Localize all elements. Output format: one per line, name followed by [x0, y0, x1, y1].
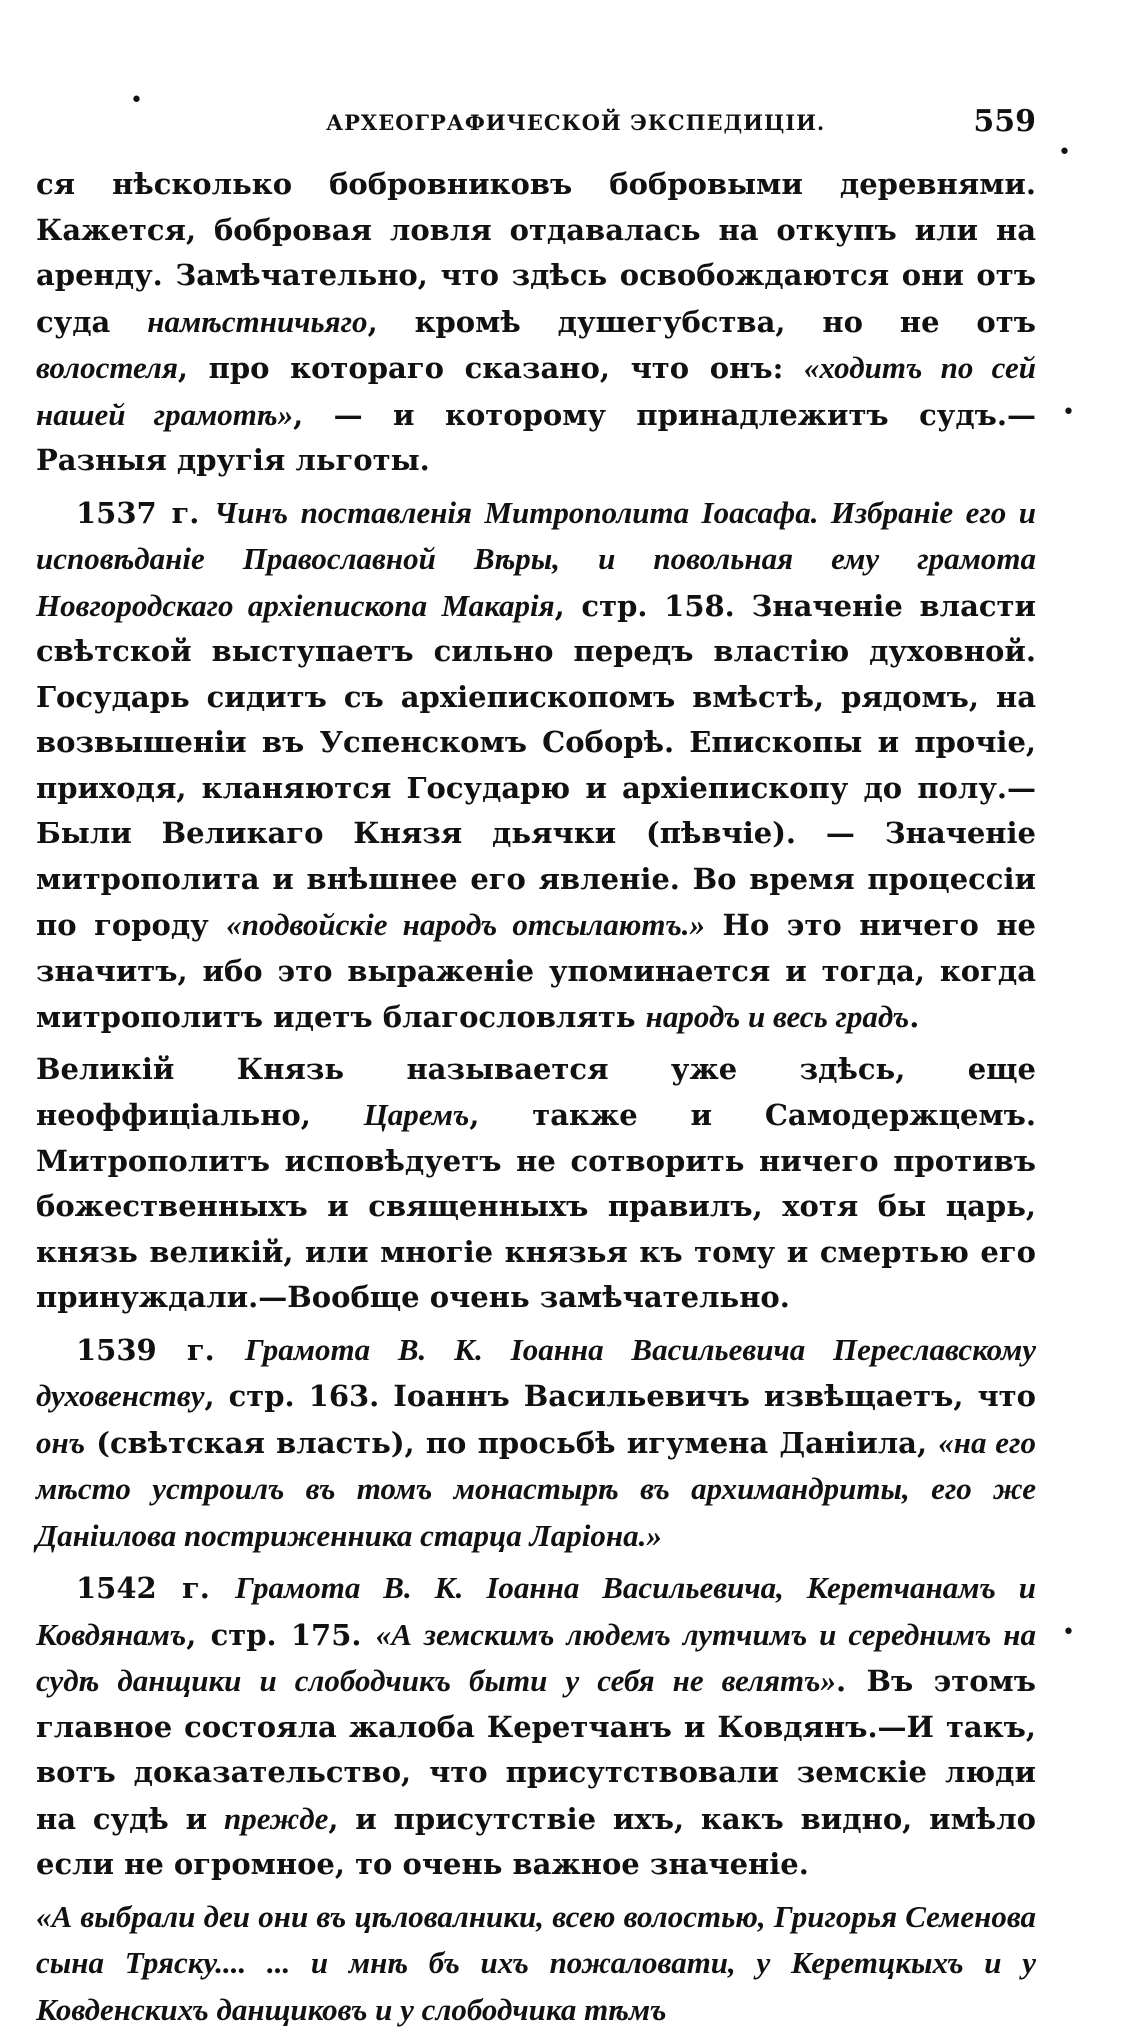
- italic-segment: «на его мѣсто устроилъ въ томъ монастырѣ въ архимандриты, его же Даніилова постриженника старца Ларіона.»: [36, 1424, 1037, 1553]
- text-segment: , — и которому принадлежитъ судъ.—Разныя другія льготы.: [36, 397, 1036, 477]
- text-segment: , также и Самодержцемъ. Митрополитъ исповѣдуетъ не сотворить ничего противъ божественныхъ и священныхъ правилъ, хотя бы царь, князь великій, или многіе князья къ тому и смертью его принуждали.—Вообще очень замѣчательно.: [36, 1098, 1036, 1314]
- text-segment: .: [909, 1000, 920, 1034]
- italic-segment: «ходитъ по сей нашей грамотѣ»: [36, 350, 1036, 432]
- italic-segment: «подвойскіе народъ отсылаютъ.»: [226, 907, 706, 942]
- text-segment: , про котораго сказано, что онъ:: [177, 351, 804, 385]
- italic-segment: «А земскимъ людемъ лутчимъ и середнимъ на судѣ данщики и слободчикъ быти у себя не велятъ»: [36, 1616, 1036, 1698]
- margin-speck: •: [1062, 1620, 1075, 1645]
- margin-speck: •: [1062, 400, 1075, 425]
- text-segment: . Въ этомъ главное состояла жалоба Керетчанъ и Ковдянъ.—И такъ, вотъ доказательство, что присутствовали земскіе люди на судѣ и: [36, 1664, 1036, 1836]
- text-segment: , и присутствіе ихъ, какъ видно, имѣло если не огромное, то очень важное значеніе.: [36, 1801, 1036, 1881]
- text-segment: , стр. 163. Іоаннъ Васильевичъ извѣщаетъ, что: [204, 1379, 1036, 1413]
- text-segment: 1542 г.: [76, 1571, 236, 1605]
- text-segment: , стр. 158. Значеніе власти свѣтской выступаетъ сильно передъ властію духовной. Государь сидитъ съ архіепископомъ вмѣстѣ, рядомъ, на возвышеніи въ Успенскомъ Соборѣ. Епископы и прочіе, приходя, кланяются Государю и архіепископу до полу.—Были Великаго Князя дьячки (пѣвчіе). — Значеніе митрополита и внѣшнее его явленіе. Во время процессіи по городу: [36, 588, 1036, 942]
- text-segment: , кромѣ душегубства, но не отъ: [367, 304, 1036, 339]
- italic-segment: «А выбрали деи они въ цѣловалники, всею волостью, Григорья Семенова сына Тряску.... ... и мнѣ бъ ихъ пожаловати, у Керетцкыхъ и у Ковденскихъ данщиковъ и у слободчика тѣмъ: [36, 1898, 1036, 2027]
- paragraph-6: [36, 1894, 1036, 2034]
- italic-segment: намѣстничьяго: [147, 303, 368, 339]
- paragraph-4: [36, 1327, 1036, 1560]
- page-header: [36, 104, 1036, 144]
- margin-speck: •: [130, 88, 143, 113]
- margin-speck: •: [1058, 140, 1071, 165]
- text-segment: (свѣтская власть), по просьбѣ игумена Даніила,: [85, 1425, 939, 1460]
- running-head: АРХЕОГРАФИЧЕСКОЙ ЭКСПЕДИЦІИ.: [326, 110, 826, 135]
- paragraph-1: [36, 162, 1036, 484]
- text-segment: ся нѣсколько бобровниковъ бобровыми деревнями. Кажется, бобровая ловля отдавалась на откупъ или на аренду. Замѣчательно, что здѣсь освобождаются они отъ суда: [36, 167, 1036, 339]
- italic-segment: Грамота В. К. Іоанна Васильевича, Керетчанамъ и Ковдянамъ: [36, 1570, 1036, 1652]
- italic-segment: онъ: [36, 1424, 86, 1460]
- text-segment: 1537 г.: [76, 495, 215, 530]
- page-number: 559: [973, 104, 1036, 139]
- paragraph-3: [36, 1047, 1036, 1321]
- paragraph-2: [36, 490, 1036, 1041]
- italic-segment: волостеля: [36, 350, 178, 385]
- text-segment: 1539 г.: [76, 1332, 245, 1367]
- italic-segment: Чинъ поставленія Митрополита Іоасафа. Избраніе его и исповѣданіе Православной Вѣры, и повольная ему грамота Новгородскаго архіепископа Макарія: [36, 494, 1036, 623]
- italic-segment: народъ и весь градъ: [645, 999, 910, 1034]
- paragraph-5: [36, 1565, 1036, 1888]
- italic-segment: Царемъ: [363, 1097, 470, 1132]
- text-segment: , стр. 175.: [186, 1617, 376, 1652]
- text-segment: Великій Князь называется уже здѣсь, еще неоффиціально,: [36, 1051, 1036, 1132]
- text-segment: Но это ничего не значитъ, ибо это выраженіе упоминается и тогда, когда митрополитъ идетъ благословлять: [36, 908, 1036, 1034]
- body-text: [36, 162, 1036, 2039]
- italic-segment: Грамота В. К. Іоанна Васильевича Переславскому духовенству: [36, 1331, 1036, 1413]
- italic-segment: прежде: [223, 1800, 329, 1836]
